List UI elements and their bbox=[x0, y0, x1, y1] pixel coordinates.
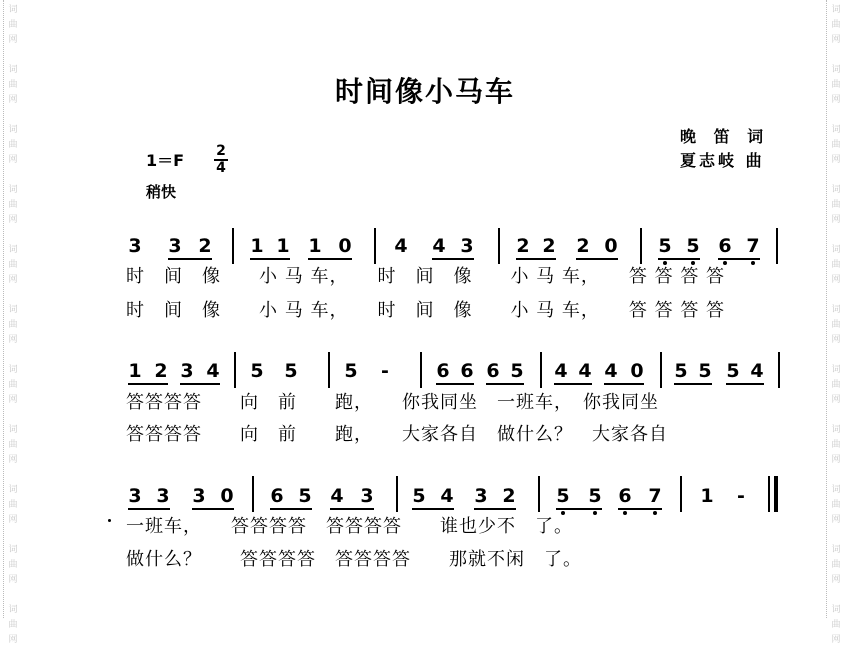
watermark-glyph: 曲 bbox=[831, 620, 841, 630]
note: 5 bbox=[726, 360, 740, 382]
tempo-marking: 稍快 bbox=[146, 183, 177, 201]
note: 3 bbox=[180, 360, 194, 382]
watermark-glyph: 曲 bbox=[831, 500, 841, 510]
watermark-glyph: 词 bbox=[8, 65, 18, 75]
lyric-verse-2: 做什么？ 答答答答 答答答答 那就不闲 了。 bbox=[126, 549, 582, 570]
watermark-glyph: 网 bbox=[831, 95, 841, 105]
note: 4 bbox=[206, 360, 220, 382]
barline bbox=[396, 476, 398, 512]
watermark-glyph: 曲 bbox=[8, 140, 18, 150]
low-octave-dot bbox=[593, 511, 597, 515]
note: 4 bbox=[330, 485, 344, 507]
barline bbox=[538, 476, 540, 512]
barline bbox=[328, 352, 330, 388]
watermark-glyph: 词 bbox=[8, 425, 18, 435]
song-title: 时间像小马车 bbox=[334, 75, 515, 108]
note: 2 bbox=[576, 235, 590, 257]
watermark-glyph: 曲 bbox=[831, 20, 841, 30]
barline bbox=[252, 476, 254, 512]
note: 1 bbox=[308, 235, 322, 257]
note: 6 bbox=[460, 360, 474, 382]
eighth-beam bbox=[128, 383, 168, 385]
barline bbox=[232, 228, 234, 264]
lyric-verse-2: 答答答答 向 前 跑， 大家各自 做什么？ 大家各自 bbox=[126, 424, 668, 445]
note: 5 bbox=[674, 360, 688, 382]
lyric-verse-1: 时 间 像 小 马 车， 时 间 像 小 马 车， 答 答 答 答 bbox=[126, 266, 726, 287]
watermark-glyph: 曲 bbox=[8, 260, 18, 270]
time-signature bbox=[214, 144, 228, 176]
lyric-verse-1: 答答答答 向 前 跑， 你我同坐 一班车， 你我同坐 bbox=[126, 392, 659, 413]
note: 2 bbox=[502, 485, 516, 507]
barline bbox=[778, 352, 780, 388]
watermark-glyph: 曲 bbox=[8, 500, 18, 510]
note: 3 bbox=[192, 485, 206, 507]
barline bbox=[498, 228, 500, 264]
low-octave-dot bbox=[623, 511, 627, 515]
note: 5 bbox=[412, 485, 426, 507]
note: 4 bbox=[578, 360, 592, 382]
note: 2 bbox=[198, 235, 212, 257]
note: 5 bbox=[686, 235, 700, 257]
note: 6 bbox=[618, 485, 632, 507]
watermark-glyph: 曲 bbox=[8, 620, 18, 630]
meter-top: 2 bbox=[214, 144, 228, 161]
barline bbox=[776, 228, 778, 264]
watermark-glyph: 曲 bbox=[8, 380, 18, 390]
note: 1 bbox=[276, 235, 290, 257]
note: 0 bbox=[630, 360, 644, 382]
watermark-glyph: 网 bbox=[831, 515, 841, 525]
watermark-glyph: 网 bbox=[831, 395, 841, 405]
eighth-beam bbox=[576, 258, 618, 260]
note: 2 bbox=[542, 235, 556, 257]
watermark-glyph: 词 bbox=[8, 305, 18, 315]
watermark-glyph: 网 bbox=[831, 215, 841, 225]
final-barline-thin bbox=[768, 476, 770, 512]
eighth-beam bbox=[128, 508, 170, 510]
watermark-glyph: 曲 bbox=[831, 260, 841, 270]
note: 1 bbox=[700, 485, 714, 507]
low-octave-dot bbox=[691, 261, 695, 265]
watermark-glyph: 网 bbox=[8, 35, 18, 45]
eighth-beam bbox=[516, 258, 556, 260]
eighth-beam bbox=[486, 383, 524, 385]
note: 3 bbox=[156, 485, 170, 507]
watermark-glyph: 词 bbox=[831, 425, 841, 435]
watermark-glyph: 曲 bbox=[831, 320, 841, 330]
key-signature: 1＝F bbox=[146, 151, 185, 170]
watermark-glyph: 曲 bbox=[8, 440, 18, 450]
watermark-glyph: 词 bbox=[831, 545, 841, 555]
note: 5 bbox=[250, 360, 264, 382]
barline bbox=[234, 352, 236, 388]
note: 5 bbox=[698, 360, 712, 382]
barline bbox=[680, 476, 682, 512]
note: 3 bbox=[460, 235, 474, 257]
barline bbox=[420, 352, 422, 388]
sustain-dash: - bbox=[737, 485, 745, 507]
composer-credit: 夏志岐 曲 bbox=[680, 151, 765, 170]
watermark-glyph: 曲 bbox=[831, 140, 841, 150]
watermark-glyph: 网 bbox=[8, 215, 18, 225]
eighth-beam bbox=[308, 258, 352, 260]
note: 7 bbox=[746, 235, 760, 257]
note: 0 bbox=[604, 235, 618, 257]
watermark-glyph: 网 bbox=[8, 275, 18, 285]
watermark-glyph: 词 bbox=[831, 305, 841, 315]
watermark-glyph: 网 bbox=[8, 515, 18, 525]
watermark-glyph: 词 bbox=[831, 605, 841, 615]
watermark-glyph: 词 bbox=[831, 245, 841, 255]
watermark-glyph: 网 bbox=[831, 635, 841, 645]
eighth-beam bbox=[556, 508, 602, 510]
note: 3 bbox=[168, 235, 182, 257]
note: 2 bbox=[154, 360, 168, 382]
note: 4 bbox=[750, 360, 764, 382]
watermark-glyph: 词 bbox=[831, 185, 841, 195]
eighth-beam bbox=[618, 508, 662, 510]
watermark-glyph: 曲 bbox=[831, 380, 841, 390]
watermark-glyph: 网 bbox=[831, 575, 841, 585]
watermark-glyph: 网 bbox=[8, 155, 18, 165]
eighth-beam bbox=[270, 508, 312, 510]
watermark-glyph: 曲 bbox=[8, 560, 18, 570]
low-octave-dot bbox=[751, 261, 755, 265]
lyric-verse-2: 时 间 像 小 马 车， 时 间 像 小 马 车， 答 答 答 答 bbox=[126, 300, 726, 321]
eighth-beam bbox=[330, 508, 374, 510]
eighth-beam bbox=[674, 383, 712, 385]
watermark-glyph: 曲 bbox=[8, 80, 18, 90]
note: 3 bbox=[360, 485, 374, 507]
watermark-glyph: 词 bbox=[8, 185, 18, 195]
eighth-beam bbox=[412, 508, 454, 510]
note: 0 bbox=[338, 235, 352, 257]
watermark-glyph: 词 bbox=[8, 5, 18, 15]
watermark-glyph: 曲 bbox=[831, 560, 841, 570]
note: 4 bbox=[440, 485, 454, 507]
watermark-glyph: 词 bbox=[8, 245, 18, 255]
eighth-beam bbox=[726, 383, 764, 385]
note: 6 bbox=[486, 360, 500, 382]
watermark-glyph: 网 bbox=[8, 395, 18, 405]
eighth-beam bbox=[432, 258, 474, 260]
low-octave-dot bbox=[561, 511, 565, 515]
note: 5 bbox=[344, 360, 358, 382]
note: 3 bbox=[474, 485, 488, 507]
stray-dot bbox=[108, 519, 111, 522]
watermark-glyph: 网 bbox=[831, 455, 841, 465]
eighth-beam bbox=[604, 383, 644, 385]
watermark-glyph: 词 bbox=[8, 485, 18, 495]
watermark-glyph: 曲 bbox=[8, 200, 18, 210]
watermark-glyph: 网 bbox=[8, 575, 18, 585]
final-barline-thick bbox=[774, 476, 778, 512]
barline bbox=[660, 352, 662, 388]
watermark-glyph: 词 bbox=[8, 365, 18, 375]
eighth-beam bbox=[180, 383, 220, 385]
watermark-glyph: 网 bbox=[831, 275, 841, 285]
watermark-glyph: 词 bbox=[831, 65, 841, 75]
low-octave-dot bbox=[723, 261, 727, 265]
watermark-glyph: 词 bbox=[8, 605, 18, 615]
eighth-beam bbox=[658, 258, 700, 260]
watermark-glyph: 词 bbox=[831, 365, 841, 375]
note: 5 bbox=[588, 485, 602, 507]
watermark-glyph: 曲 bbox=[8, 20, 18, 30]
low-octave-dot bbox=[653, 511, 657, 515]
eighth-beam bbox=[192, 508, 234, 510]
eighth-beam bbox=[436, 383, 474, 385]
note: 6 bbox=[436, 360, 450, 382]
barline bbox=[540, 352, 542, 388]
note: 1 bbox=[250, 235, 264, 257]
watermark-glyph: 网 bbox=[831, 335, 841, 345]
watermark-glyph: 曲 bbox=[831, 200, 841, 210]
note: 3 bbox=[128, 235, 142, 257]
note: 3 bbox=[128, 485, 142, 507]
note: 5 bbox=[658, 235, 672, 257]
low-octave-dot bbox=[663, 261, 667, 265]
watermark-glyph: 网 bbox=[8, 635, 18, 645]
watermark-glyph: 词 bbox=[831, 5, 841, 15]
note: 4 bbox=[554, 360, 568, 382]
eighth-beam bbox=[554, 383, 592, 385]
lyricist-credit: 晚 笛 词 bbox=[680, 127, 770, 146]
note: 7 bbox=[648, 485, 662, 507]
watermark-glyph: 网 bbox=[831, 155, 841, 165]
watermark-glyph: 词 bbox=[8, 545, 18, 555]
watermark-glyph: 曲 bbox=[8, 320, 18, 330]
note: 6 bbox=[270, 485, 284, 507]
note: 4 bbox=[394, 235, 408, 257]
watermark-glyph: 词 bbox=[831, 485, 841, 495]
watermark-glyph: 网 bbox=[831, 35, 841, 45]
note: 5 bbox=[510, 360, 524, 382]
watermark-glyph: 词 bbox=[8, 125, 18, 135]
watermark-glyph: 曲 bbox=[831, 440, 841, 450]
sustain-dash: - bbox=[381, 360, 389, 382]
eighth-beam bbox=[474, 508, 516, 510]
note: 1 bbox=[128, 360, 142, 382]
lyric-verse-1: 一班车， 答答答答 答答答答 谁也少不 了。 bbox=[126, 516, 573, 537]
note: 0 bbox=[220, 485, 234, 507]
eighth-beam bbox=[168, 258, 212, 260]
watermark-glyph: 曲 bbox=[831, 80, 841, 90]
meter-bottom: 4 bbox=[216, 160, 226, 176]
barline bbox=[640, 228, 642, 264]
watermark-glyph: 词 bbox=[831, 125, 841, 135]
note: 6 bbox=[718, 235, 732, 257]
watermark-glyph: 网 bbox=[8, 335, 18, 345]
note: 5 bbox=[556, 485, 570, 507]
note: 5 bbox=[284, 360, 298, 382]
note: 2 bbox=[516, 235, 530, 257]
eighth-beam bbox=[718, 258, 760, 260]
eighth-beam bbox=[250, 258, 290, 260]
note: 4 bbox=[604, 360, 618, 382]
watermark-glyph: 网 bbox=[8, 95, 18, 105]
note: 5 bbox=[298, 485, 312, 507]
watermark-glyph: 网 bbox=[8, 455, 18, 465]
barline bbox=[374, 228, 376, 264]
note: 4 bbox=[432, 235, 446, 257]
